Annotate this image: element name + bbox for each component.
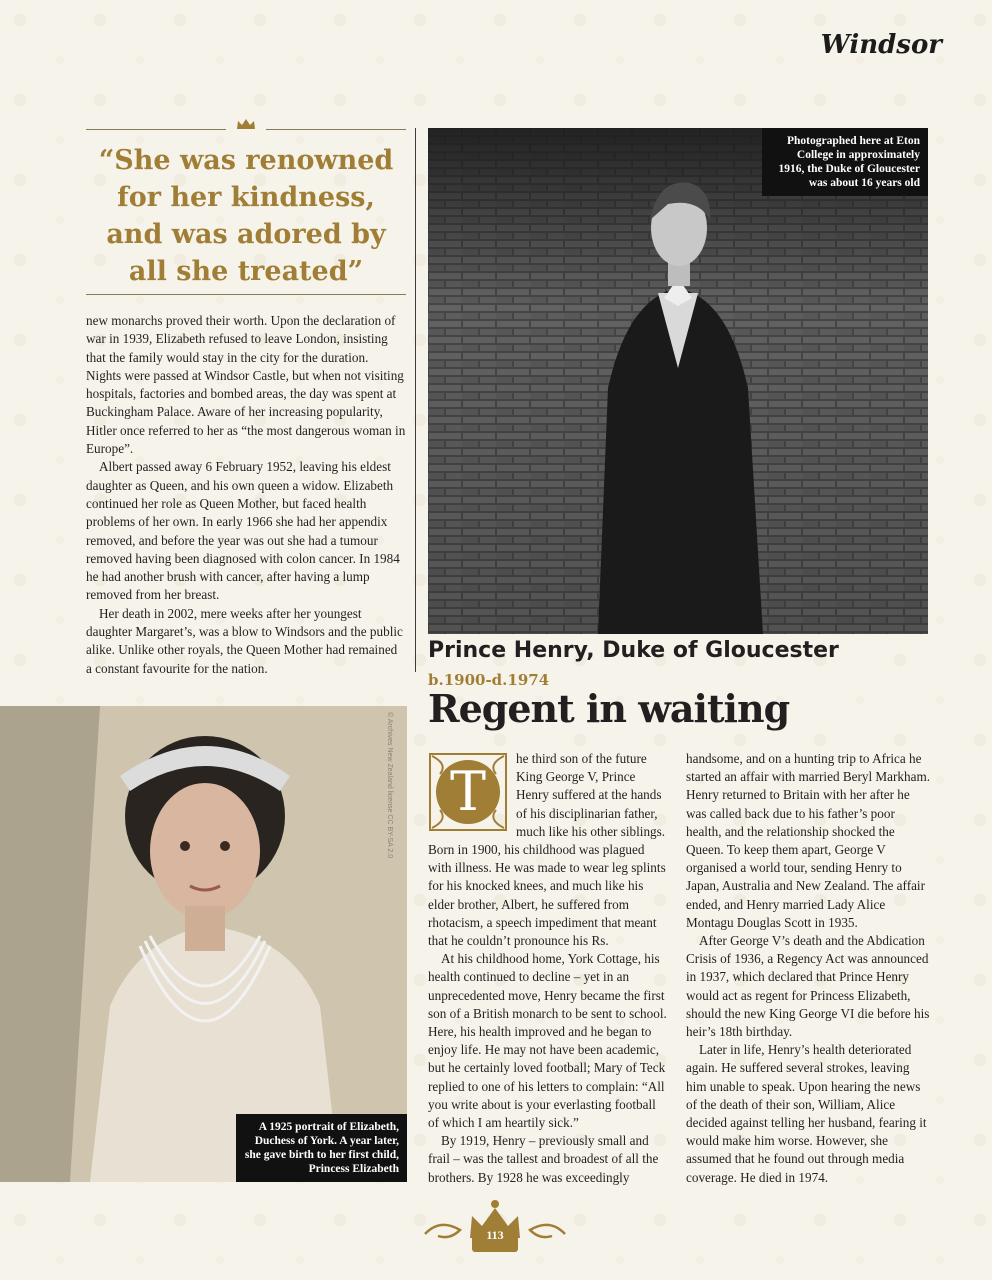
paragraph: Later in life, Henry’s health deteriorated again. He suffered several strokes, leaving him unable to speak. Upon hearing the news of the death of their son, William, Alice decided against telling her husband, fearing it would make him worse. However, she assumed that he found out through media coverage. He died in 1974.	[686, 1042, 927, 1185]
elizabeth-photo	[0, 706, 407, 1182]
drop-cap	[428, 752, 508, 832]
pull-quote-box	[86, 122, 406, 296]
paragraph: At his childhood home, York Cottage, his health continued to decline – yet in an unprecedented move, Henry became the first son of a British monarch to be sent to school. Here, his health improved and he began to enjoy life. He may not have been academic, but he certainly loved football; Mary of Teck replied to one of his letters to complain: “All you write about is your everlasting football of which I am heartily sick.”	[428, 951, 667, 1131]
paragraph: he third son of the future King George V, Prince Henry suffered at the hands of his disciplinarian father, much like his other siblings. Born in 1900, his childhood was plagued with illness. He was made to wear leg splints for his knocked knees, and much like his elder brother, Albert, he suffered from rhotacism, a speech impediment that meant that he couldn’t pronounce his Rs.	[428, 751, 666, 949]
middle-column-text	[428, 750, 668, 1187]
quote-top-rule-left	[86, 129, 226, 130]
photo-credit: © Archives New Zealand license CC BY-SA 2.0	[386, 712, 393, 859]
column-divider	[415, 128, 416, 672]
pull-quote: “She was renowned for her kindness, and was adored by all she treated”	[98, 145, 394, 287]
footer-ornament	[420, 1196, 570, 1256]
left-column-text	[86, 312, 406, 678]
paragraph: Albert passed away 6 February 1952, leaving his eldest daughter as Queen, and his own queen a widow. Elizabeth continued her role as Queen Mother, but faced health problems of her own. In early 1966 she had her appendix removed, and before the year was out she had a tumour removed having been diagnosed with colon cancer. In 1984 he had another brush with cancer, after having a lump removed from her breast.	[86, 459, 400, 603]
paragraph: After George V’s death and the Abdication Crisis of 1936, a Regency Act was announced in 1937, which declared that Prince Henry would act as regent for Princess Elizabeth, should the new King George VI die before his heir’s 18th birthday.	[686, 933, 930, 1040]
article-subject-name: Prince Henry, Duke of Gloucester	[428, 638, 839, 663]
page-number: 113	[486, 1228, 504, 1242]
paragraph: By 1919, Henry – previously small and frail – was the tallest and broadest of all the brothers. By 1928 he was exceedingly	[428, 1133, 659, 1185]
article-dates: b.1900-d.1974	[428, 671, 550, 689]
henry-photo	[428, 128, 928, 634]
crown-ornament-icon	[420, 1196, 570, 1256]
elizabeth-photo-caption: A 1925 portrait of Elizabeth, Duchess of York. A year later, she gave birth to her first child, Princess Elizabeth	[236, 1114, 407, 1182]
crown-icon	[236, 118, 256, 130]
right-column-text	[686, 750, 930, 1187]
section-title: Windsor	[820, 30, 942, 60]
paragraph: Her death in 2002, mere weeks after her youngest daughter Margaret’s, was a blow to Windsors and the public alike. Unlike other royals, the Queen Mother had remained a constant favourite for the nation.	[86, 605, 403, 676]
drop-cap-letter: T	[449, 760, 487, 823]
paragraph: new monarchs proved their worth. Upon the declaration of war in 1939, Elizabeth refused to leave London, insisting that the family would stay in the city for the duration. Nights were passed at Windsor Castle, but when not visiting hospitals, factories and bombed areas, the day was spent at Buckingham Palace. Aware of her increasing popularity, Hitler once referred to her as “the most dangerous woman in Europe”.	[86, 313, 406, 457]
paragraph: handsome, and on a hunting trip to Africa he started an affair with married Beryl Markham. Henry returned to Britain with her after he was called back due to his father’s poor health, and the relationship shocked the Queen. To keep them apart, George V organised a world tour, sending Henry to Japan, Australia and New Zealand. The affair ended, and Henry married Lady Alice Montagu Douglas Scott in 1935.	[686, 751, 931, 930]
quote-bottom-rule	[86, 294, 406, 295]
article-headline: Regent in waiting	[428, 686, 790, 731]
quote-top-rule-right	[266, 129, 406, 130]
elizabeth-photo-illustration	[0, 706, 407, 1182]
henry-photo-caption: Photographed here at Eton College in approximately 1916, the Duke of Gloucester was about 16 years old	[762, 128, 928, 196]
henry-photo-illustration	[428, 128, 928, 634]
